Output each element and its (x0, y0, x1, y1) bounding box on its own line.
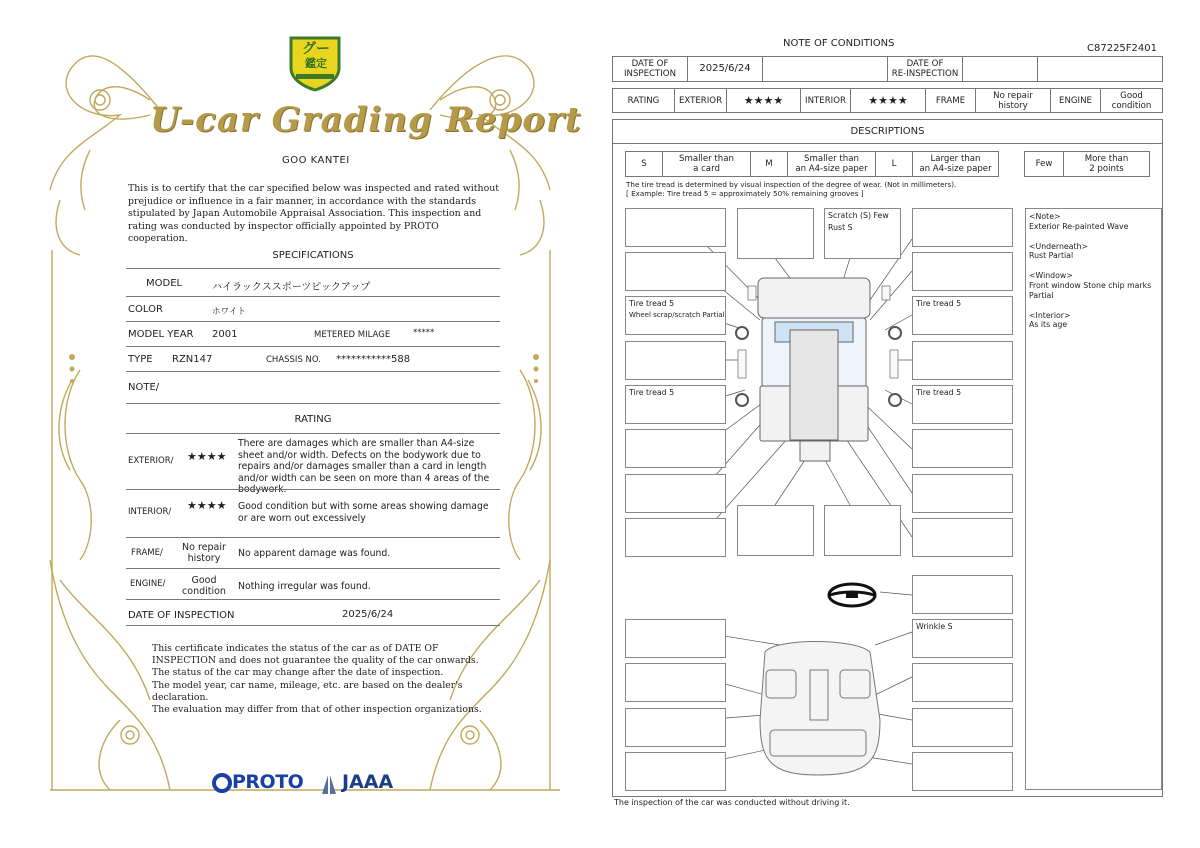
exterior-description: There are damages which are smaller than A4-size sheet and/or width. Defects on the bodywork due to repairs and/or damages smaller than a card in length and/or width can be seen on more than 4 areas of the bodywork. (238, 438, 490, 495)
tire-note-1: The tire tread is determined by visual inspection of the degree of wear. (Not in millimeters). (626, 180, 957, 189)
empty-cell (762, 56, 888, 82)
interior-body: As its age (1029, 320, 1068, 330)
engine-value: Good condition (1100, 88, 1163, 113)
box-text: Tire tread 5 (629, 388, 675, 397)
legend-s-desc: Smaller than a card (662, 151, 751, 177)
frame-value: No repair history (975, 88, 1051, 113)
model-label: MODEL (146, 278, 183, 289)
divider (126, 433, 500, 434)
empty-cell (1037, 56, 1163, 82)
divider (126, 296, 500, 297)
interior-label: INTERIOR/ (128, 507, 172, 517)
note-body: Exterior Re-painted Wave (1029, 221, 1129, 231)
interior-label: INTERIOR (800, 88, 851, 113)
condition-box (625, 708, 726, 747)
condition-box (737, 208, 814, 259)
box-text: Tire tread 5 (629, 299, 675, 308)
condition-box (625, 619, 726, 658)
legend-l-desc: Larger than an A4-size paper (912, 151, 999, 177)
notes-panel (1025, 208, 1162, 790)
condition-box (912, 663, 1013, 702)
descriptions-heading: DESCRIPTIONS (612, 119, 1163, 144)
engine-value: Good condition (182, 575, 226, 597)
color-value: ホワイト (212, 307, 246, 317)
reinspection-label: DATE OF RE-INSPECTION (887, 56, 963, 82)
note-heading: <Note> (1029, 212, 1061, 221)
legend-m-desc: Smaller than an A4-size paper (787, 151, 876, 177)
exterior-stars: ★★★★ (726, 88, 801, 113)
legend-s-key: S (625, 151, 663, 177)
proto-logo-icon (212, 772, 232, 794)
underneath-body: Rust Partial (1029, 251, 1074, 261)
legend-few-desc: More than 2 points (1063, 151, 1150, 177)
condition-box (625, 752, 726, 791)
metered-milage-value: ***** (413, 328, 435, 338)
exterior-label: EXTERIOR/ (128, 456, 174, 466)
box-text: Scratch (S) Few (828, 211, 889, 220)
date-of-inspection-value: 2025/6/24 (687, 56, 763, 82)
engine-label: ENGINE (1050, 88, 1101, 113)
steering-wheel-icon (827, 582, 877, 608)
condition-box (625, 663, 726, 702)
divider (126, 321, 500, 322)
underneath-heading: <Underneath> (1029, 241, 1089, 251)
condition-box (625, 208, 726, 247)
condition-box (912, 518, 1013, 557)
interior-description: Good condition but with some areas showing damage or are worn out excessively (238, 501, 489, 524)
proto-logo-text: PROTO (232, 771, 304, 793)
condition-box (625, 252, 726, 291)
divider (126, 403, 500, 404)
frame-description: No apparent damage was found. (238, 548, 391, 559)
divider (126, 371, 500, 372)
condition-box (912, 208, 1013, 247)
note-label: NOTE/ (128, 382, 160, 393)
divider (126, 599, 500, 600)
interior-stars: ★★★★ (187, 499, 227, 512)
report-title: U-car Grading Report (150, 100, 582, 140)
condition-box (912, 252, 1013, 291)
conditions-title: NOTE OF CONDITIONS (783, 38, 895, 49)
divider (126, 268, 500, 269)
divider (126, 346, 500, 347)
metered-milage-label: METERED MILAGE (314, 330, 391, 340)
interior-heading: <Interior> (1029, 310, 1071, 320)
condition-box (912, 752, 1013, 791)
disclaimer: This certificate indicates the status of the car as of DATE OF INSPECTION and does not guarantee the quality of the car onwards. The status of the car may change after the date of inspection. The model year, car name, mileage, etc. are based on the dealer's declaration. The evaluation may differ from that of other inspection organizations. (152, 643, 482, 716)
legend-few-key: Few (1024, 151, 1064, 177)
badge-text: グー (302, 41, 330, 57)
chassis-label: CHASSIS NO. (266, 355, 321, 365)
inspection-date-label: DATE OF INSPECTION (128, 610, 235, 621)
divider (126, 625, 500, 626)
divider (126, 568, 500, 569)
window-body: Front window Stone chip marks Partial (1029, 280, 1152, 300)
conditions-code: C87225F2401 (1087, 43, 1157, 54)
chassis-value: ***********588 (336, 354, 411, 365)
engine-label: ENGINE/ (130, 579, 166, 589)
condition-box (824, 505, 901, 556)
divider (126, 489, 500, 490)
interior-stars: ★★★★ (850, 88, 926, 113)
condition-box (912, 708, 1013, 747)
certification-text: This is to certify that the car specified below was inspected and rated without prejudice or influence in a fair manner, in accordance with the standards stipulated by Japan Automobile Appraisal Association. This inspection and rating was conducted by inspector officially appointed by PROTO cooperation. (128, 183, 500, 244)
condition-box (912, 429, 1013, 468)
condition-box (912, 341, 1013, 380)
report-subtitle: GOO KANTEI (282, 155, 350, 166)
condition-box (625, 429, 726, 468)
reinspection-value (962, 56, 1038, 82)
condition-box (912, 474, 1013, 513)
condition-box (625, 341, 726, 380)
tire-note-2: [ Example: Tire tread 5 = approximately 50% remaining grooves ] (626, 189, 864, 198)
frame-label: FRAME (925, 88, 976, 113)
color-label: COLOR (128, 304, 163, 315)
window-heading: <Window> (1029, 271, 1073, 281)
condition-box (737, 505, 814, 556)
model-year-value: 2001 (212, 329, 238, 340)
inspection-footer: The inspection of the car was conducted without driving it. (614, 798, 850, 807)
exterior-label: EXTERIOR (674, 88, 727, 113)
box-text: Tire tread 5 (916, 388, 962, 397)
exterior-stars: ★★★★ (187, 450, 227, 463)
type-value: RZN147 (172, 354, 213, 365)
legend-l-key: L (875, 151, 913, 177)
jaaa-logo-icon (320, 770, 338, 796)
inspection-date-value: 2025/6/24 (342, 609, 394, 620)
rating-label: RATING (612, 88, 675, 113)
badge-text-2: 鑑定 (305, 57, 327, 70)
divider (126, 537, 500, 538)
model-year-label: MODEL YEAR (128, 329, 194, 340)
condition-box-steering (912, 575, 1013, 614)
condition-box (625, 474, 726, 513)
box-text: Tire tread 5 (916, 299, 962, 308)
box-text: Wrinkle S (916, 622, 953, 631)
box-text: Wheel scrap/scratch Partial (629, 311, 725, 319)
frame-value: No repair history (182, 542, 226, 564)
type-label: TYPE (128, 354, 153, 365)
date-of-inspection-label: DATE OF INSPECTION (612, 56, 688, 82)
frame-label: FRAME/ (131, 548, 163, 558)
legend-m-key: M (750, 151, 788, 177)
condition-box (625, 518, 726, 557)
box-text: Rust S (828, 223, 853, 232)
rating-heading: RATING (294, 414, 332, 425)
engine-description: Nothing irregular was found. (238, 581, 371, 592)
model-value: ハイラックススポーツピックアップ (212, 282, 371, 293)
specifications-heading: SPECIFICATIONS (272, 250, 354, 261)
jaaa-logo-text: JAAA (342, 771, 394, 793)
